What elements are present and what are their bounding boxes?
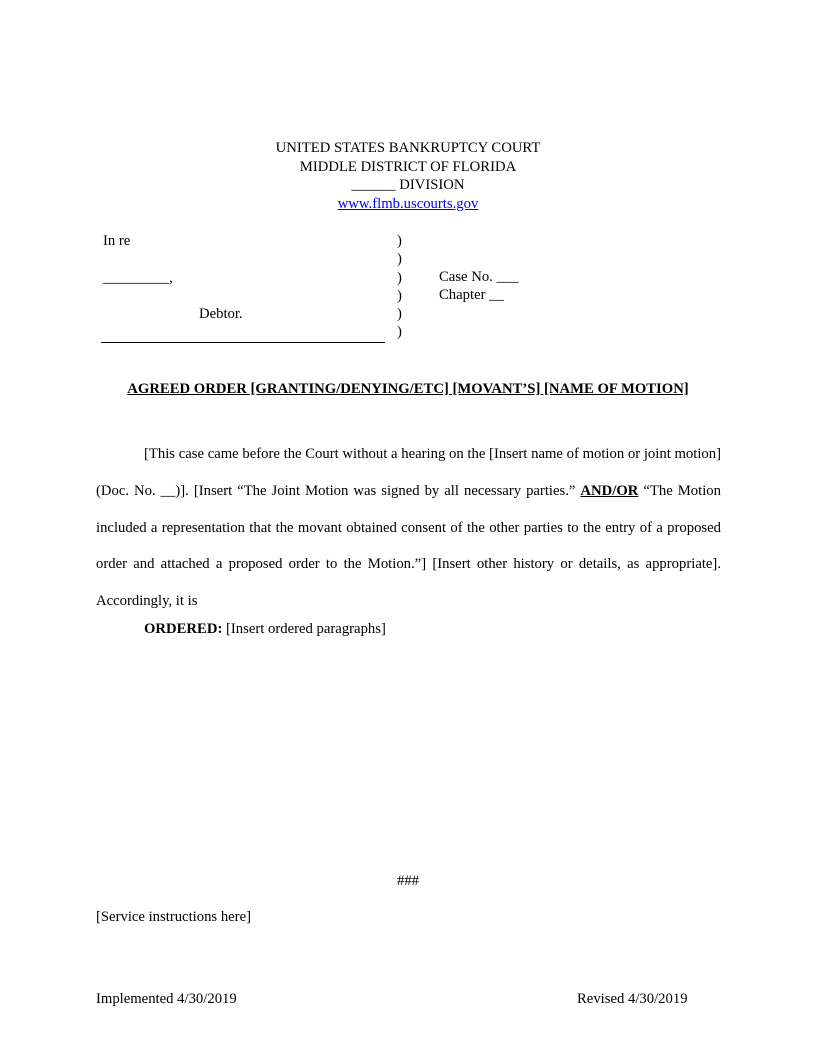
body-text-part2: “The Motion included a representation that the movant obtained consent of the other parties to the entry of a proposed order and attached a proposed order to the Motion.”] [Insert other history or details, as appropriate]. Accordingly, it is bbox=[96, 482, 721, 610]
ordered-text: [Insert ordered paragraphs] bbox=[222, 621, 386, 637]
paren: ) bbox=[397, 324, 402, 341]
debtor-label: Debtor. bbox=[199, 306, 243, 323]
end-mark: ### bbox=[396, 873, 420, 889]
paren: ) bbox=[397, 269, 402, 286]
service-instructions: [Service instructions here] bbox=[96, 909, 251, 925]
caption-left bbox=[103, 232, 243, 323]
body-text-part1: [This case came before the Court without a hearing on the [Insert name of motion or joint motion] (Doc. No. __)]. [Insert “The Joint Motion was signed by all necessary parties.” bbox=[96, 446, 721, 499]
implemented-date: Implemented 4/30/2019 bbox=[96, 991, 237, 1007]
case-number: Case No. ___ bbox=[439, 269, 519, 285]
court-header bbox=[0, 139, 816, 213]
revised-date: Revised 4/30/2019 bbox=[577, 991, 688, 1007]
paren: ) bbox=[397, 251, 402, 268]
order-title: AGREED ORDER [GRANTING/DENYING/ETC] [MOVANT’S] [NAME OF MOTION] bbox=[127, 381, 689, 397]
in-re-label: In re bbox=[103, 233, 131, 249]
paren: ) bbox=[397, 233, 402, 249]
chapter-number: Chapter __ bbox=[439, 287, 504, 304]
caption-rule bbox=[101, 342, 385, 343]
ordered-label: ORDERED: bbox=[144, 621, 223, 637]
and-or-label: AND/OR bbox=[580, 482, 639, 499]
division-line: ______ DIVISION bbox=[351, 177, 465, 193]
paren: ) bbox=[397, 306, 402, 323]
paren: ) bbox=[397, 287, 402, 304]
court-website-link[interactable]: www.flmb.uscourts.gov bbox=[337, 195, 479, 212]
order-body bbox=[96, 436, 721, 620]
court-name: UNITED STATES BANKRUPTCY COURT bbox=[275, 140, 541, 156]
debtor-name-blank: _________, bbox=[103, 269, 173, 286]
caption-right bbox=[439, 268, 519, 305]
caption-parentheses bbox=[397, 232, 402, 342]
district-name: MIDDLE DISTRICT OF FLORIDA bbox=[299, 158, 517, 175]
ordered-paragraph bbox=[144, 621, 386, 638]
